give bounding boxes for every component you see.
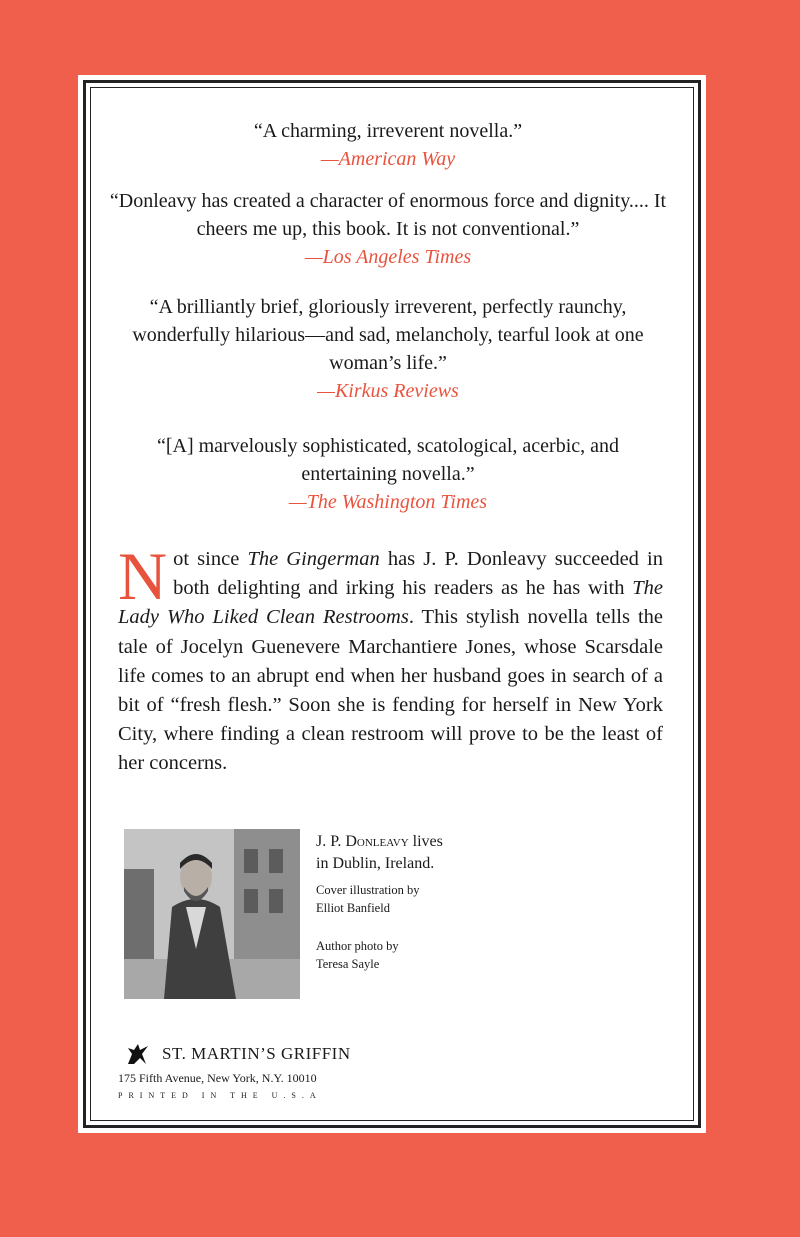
cover-credit-label: Cover illustration by (316, 883, 420, 897)
quote-source: —American Way (320, 148, 456, 170)
griffin-logo-icon (124, 1040, 152, 1068)
drop-cap: N (118, 538, 168, 614)
cover-credit (316, 881, 419, 917)
quote-source: —Kirkus Reviews (317, 380, 459, 402)
bio-text: in Dublin, Ireland. (316, 855, 435, 872)
author-bio (316, 831, 443, 875)
quote-1 (108, 117, 668, 173)
photo-credit-label: Author photo by (316, 939, 399, 953)
quote-4 (108, 432, 668, 516)
quote-source: —The Washington Times (288, 491, 488, 513)
quote-source: —Los Angeles Times (304, 246, 472, 268)
publisher-name: ST. MARTIN’S GRIFFIN (162, 1044, 351, 1063)
blurb-text: . This stylish novella tells the tale of Jocelyn Guenevere Marchantiere Jones, whose Scarsdale life comes to an abrupt end when her husband goes in search of a bit of “fresh flesh.” Soon she is fending for herself in New York City, where finding a clean restroom will prove to be the least of her concerns. (118, 606, 663, 775)
quote-text: “Donleavy has created a character of enormous force and dignity.... It cheers me up, this book. It is not conventional.” (109, 190, 667, 240)
author-surname: onleavy (356, 833, 409, 850)
author-photo (124, 829, 300, 999)
photo-credit (316, 937, 399, 973)
cover-credit-name: Elliot Banfield (316, 901, 390, 915)
book-description (118, 538, 663, 779)
quote-text: “[A] marvelously sophisticated, scatological, acerbic, and entertaining novella.” (156, 435, 620, 485)
book-title-lady: The Lady Who Liked Clean Restrooms (118, 577, 663, 629)
author-name (316, 833, 409, 850)
quote-3 (108, 293, 668, 405)
bio-text: lives (408, 833, 443, 850)
photo-credit-name: Teresa Sayle (316, 957, 380, 971)
blurb-text: has J. P. Donleavy succeeded in both delighting and irking his readers as he has with (173, 548, 663, 600)
back-cover-panel (78, 75, 706, 1133)
author-photo-illustration (124, 829, 300, 999)
quote-text: “A charming, irreverent novella.” (253, 120, 523, 142)
publisher-address: 175 Fifth Avenue, New York, N.Y. 10010 (118, 1071, 317, 1085)
printed-in-label: PRINTED IN THE U.S.A (118, 1091, 322, 1100)
quote-2 (108, 187, 668, 271)
publisher-imprint (124, 1040, 351, 1068)
book-title-gingerman: The Gingerman (247, 548, 380, 570)
blurb-text: ot since (173, 548, 248, 570)
author-initials: J. P. D (316, 833, 357, 850)
quote-text: “A brilliantly brief, gloriously irreverent, perfectly raunchy, wonderfully hilarious—and sad, melancholy, tearful look at one woman’s life.” (132, 296, 644, 374)
